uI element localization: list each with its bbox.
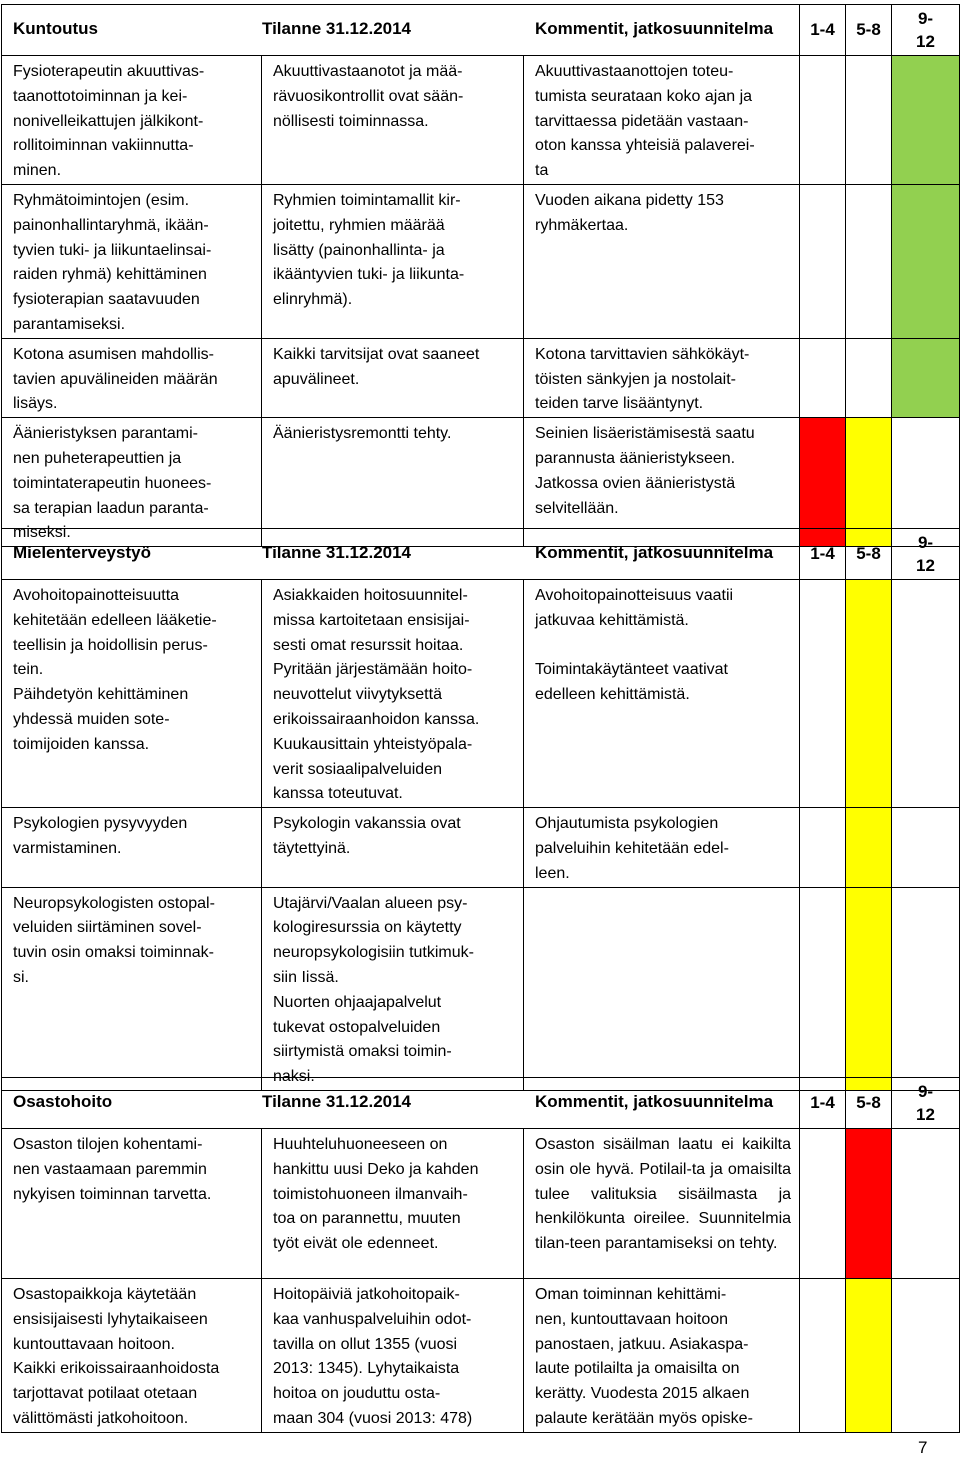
rating-cell-9-12: [892, 184, 960, 338]
goal-cell: Osaston tilojen kohentami- nen vastaamaan paremmin nykyisen toiminnan tarvetta.: [2, 1129, 262, 1279]
rating-cell-1-4: [800, 808, 846, 887]
table-kuntoutus: [1, 4, 960, 547]
status-cell: Utajärvi/Vaalan alueen psy- kologiresurssia on käytetty neuropsykologisiin tutkimuk- siin Iissä. Nuorten ohjaajapalvelut tukevat ostopalveluiden siirtymistä omaksi toimin- naksi.: [262, 887, 524, 1090]
comment-cell: Avohoitopainotteisuus vaatii jatkuvaa kehittämistä. Toimintakäytänteet vaativat edelleen kehittämistä.: [524, 580, 800, 808]
status-cell: Asiakkaiden hoitosuunnitel- missa kartoitetaan ensisijai- sesti omat resurssit hoitaa. Pyritään järjestämään hoito- neuvottelut viivytyksettä erikoissairaanhoidon kanssa. Kuukausittain yhteistyöpala- verit sosiaalipalveluiden kanssa toteutuvat.: [262, 580, 524, 808]
rating-cell-9-12: [892, 1129, 960, 1279]
section-kuntoutus: [0, 4, 960, 547]
status-cell: Kaikki tarvitsijat ovat saaneet apuvälineet.: [262, 338, 524, 417]
rating-cell-1-4: [800, 580, 846, 808]
comment-cell: Seinien lisäeristämisestä saatu parannusta äänieristykseen. Jatkossa ovien äänieristystä selvitellään.: [524, 418, 800, 547]
scale-1-4: 1-4: [800, 1078, 846, 1129]
rating-cell-5-8: [846, 1129, 892, 1279]
status-cell: Hoitopäiviä jatkohoitopaik- kaa vanhuspalveluihin odot- tavilla on ollut 1355 (vuosi 2013: 1345). Lyhytaikaista hoitoa on jouduttu osta- maan 304 (vuosi 2013: 478): [262, 1279, 524, 1433]
comments-header: Kommentit, jatkosuunnitelma: [535, 19, 774, 38]
comment-cell: Vuoden aikana pidetty 153 ryhmäkertaa.: [524, 184, 800, 338]
rating-cell-5-8: [846, 808, 892, 887]
scale-5-8: 5-8: [846, 5, 892, 56]
status-cell: Psykologin vakanssia ovat täytettyinä.: [262, 808, 524, 887]
status-header: Tilanne 31.12.2014: [262, 543, 412, 562]
section-osastohoito: [0, 1077, 960, 1433]
table-osastohoito: [1, 1077, 960, 1433]
goal-cell: Osastopaikkoja käytetään ensisijaisesti lyhytaikaiseen kuntouttavaan hoitoon. Kaikki erikoissairaanhoidosta tarjottavat potilaat otetaan välittömästi jatkohoitoon.: [2, 1279, 262, 1433]
rating-cell-1-4: [800, 338, 846, 417]
comment-cell: Kotona tarvittavien sähkökäyt- töisten sänkyjen ja nostolait- teiden tarve lisääntynyt.: [524, 338, 800, 417]
comment-cell: Oman toiminnan kehittämi- nen, kuntouttavaan hoitoon panostaen, jatkuu. Asiakaspa- laute potilailta ja omaisilta on kerätty. Vuodesta 2015 alkaen palaute kerätään myös opiske-: [524, 1279, 800, 1433]
rating-cell-9-12: [892, 56, 960, 185]
goal-cell: Neuropsykologisten ostopal- veluiden siirtäminen sovel- tuvin osin omaksi toiminnak- si.: [2, 887, 262, 1090]
rating-cell-1-4: [800, 1129, 846, 1279]
rating-cell-9-12: [892, 887, 960, 1090]
rating-cell-5-8: [846, 338, 892, 417]
scale-5-8: 5-8: [846, 1078, 892, 1129]
rating-cell-5-8: [846, 184, 892, 338]
rating-cell-1-4: [800, 184, 846, 338]
comment-cell: Ohjautumista psykologien palveluihin kehitetään edel- leen.: [524, 808, 800, 887]
scale-9-12: 9- 12: [892, 5, 960, 56]
rating-cell-9-12: [892, 580, 960, 808]
comment-cell: Osaston sisäilman laatu ei kaikilta osin ole hyvä. Potilail-ta ja omaisilta tulee valituksia sisäilmasta ja henkilökunta oireilee. Suunnitelmia tilan-teen parantamiseksi on tehty.: [524, 1129, 800, 1279]
status-cell: Ryhmien toimintamallit kir- joitettu, ryhmien määrää lisätty (painonhallinta- ja ikääntyvien tuki- ja liikunta- elinryhmä).: [262, 184, 524, 338]
goal-cell: Äänieristyksen parantami- nen puheterapeuttien ja toimintaterapeutin huonees- sa terapian laadun paranta- miseksi.: [2, 418, 262, 547]
goal-cell: Ryhmätoimintojen (esim. painonhallintaryhmä, ikään- tyvien tuki- ja liikuntaelinsai- raiden ryhmä) kehittäminen fysioterapian saatavuuden parantamiseksi.: [2, 184, 262, 338]
section-title: Kuntoutus: [13, 19, 98, 38]
rating-cell-1-4: [800, 1279, 846, 1433]
scale-1-4: 1-4: [800, 529, 846, 580]
comments-header: Kommentit, jatkosuunnitelma: [535, 1092, 774, 1111]
comments-header: Kommentit, jatkosuunnitelma: [535, 543, 774, 562]
scale-9-12: 9- 12: [892, 529, 960, 580]
rating-cell-9-12: [892, 808, 960, 887]
comment-cell: Akuuttivastaanottojen toteu- tumista seurataan koko ajan ja tarvittaessa pidetään vastaan- oton kanssa yhteisiä palaverei- ta: [524, 56, 800, 185]
rating-cell-9-12: [892, 1279, 960, 1433]
rating-cell-1-4: [800, 887, 846, 1090]
status-header: Tilanne 31.12.2014: [262, 19, 412, 38]
rating-cell-1-4: [800, 56, 846, 185]
goal-cell: Kotona asumisen mahdollis- tavien apuvälineiden määrän lisäys.: [2, 338, 262, 417]
goal-cell: Psykologien pysyvyyden varmistaminen.: [2, 808, 262, 887]
goal-cell: Fysioterapeutin akuuttivas- taanottotoiminnan ja kei- nonivelleikattujen jälkikont- rollitoiminnan vakiinnutta- minen.: [2, 56, 262, 185]
rating-cell-5-8: [846, 56, 892, 185]
status-cell: Huuhteluhuoneeseen on hankittu uusi Deko ja kahden toimistohuoneen ilmanvaih- toa on parannettu, muuten työt eivät ole edenneet.: [262, 1129, 524, 1279]
rating-cell-5-8: [846, 580, 892, 808]
section-title: Osastohoito: [13, 1092, 113, 1111]
goal-cell: Avohoitopainotteisuutta kehitetään edelleen lääketie- teellisin ja hoidollisin perus- tein. Päihdetyön kehittäminen yhdessä muiden sote- toimijoiden kanssa.: [2, 580, 262, 808]
rating-cell-5-8: [846, 887, 892, 1090]
section-mielenterveystyo: [0, 528, 960, 1091]
scale-5-8: 5-8: [846, 529, 892, 580]
rating-cell-9-12: [892, 338, 960, 417]
scale-1-4: 1-4: [800, 5, 846, 56]
page-number: 7: [918, 1438, 928, 1457]
section-title: Mielenterveystyö: [13, 543, 151, 562]
table-mielenterveystyo: [1, 528, 960, 1091]
status-cell: Äänieristysremontti tehty.: [262, 418, 524, 547]
status-header: Tilanne 31.12.2014: [262, 1092, 412, 1111]
rating-cell-5-8: [846, 1279, 892, 1433]
status-cell: Akuuttivastaanotot ja mää- rävuosikontrollit ovat sään- nöllisesti toiminnassa.: [262, 56, 524, 185]
scale-9-12: 9- 12: [892, 1078, 960, 1129]
comment-cell: [524, 887, 800, 1090]
